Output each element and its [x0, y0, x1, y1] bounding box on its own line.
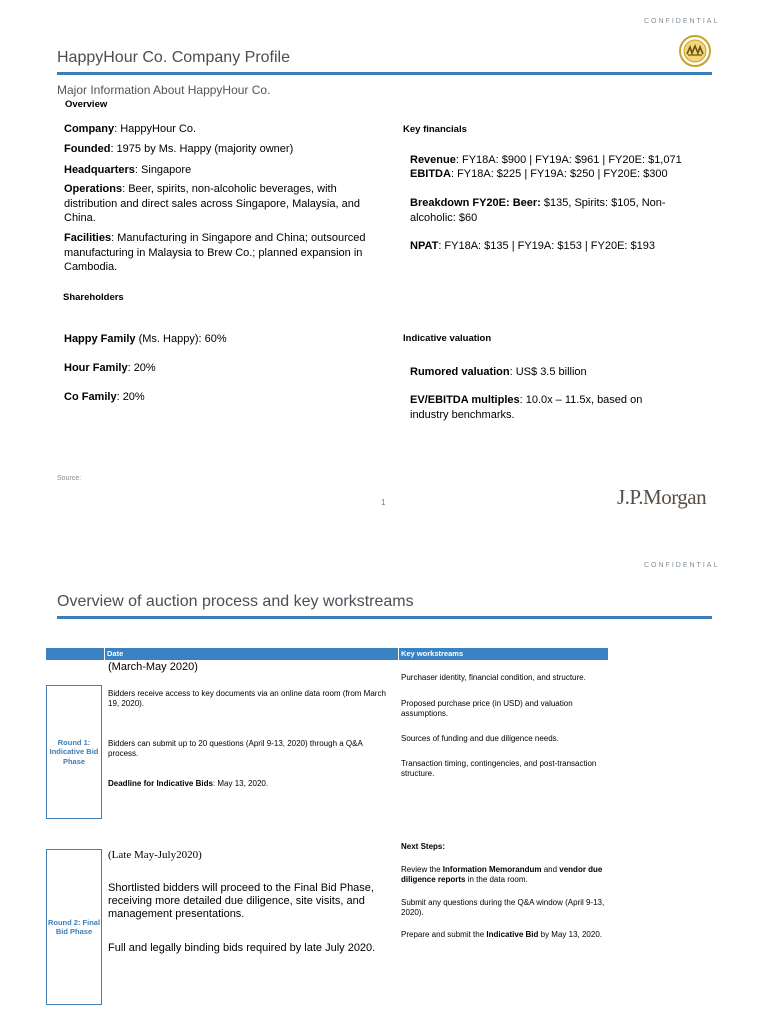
round-2-final-bids: Full and legally binding bids required by late July 2020.: [108, 942, 376, 954]
source-note: Source:: [57, 475, 82, 482]
headquarters-line: Headquarters: Singapore: [64, 164, 192, 176]
round-2-period: (Late May-July2020): [108, 849, 202, 861]
round-2-shortlist: Shortlisted bidders will proceed to the Final Bid Phase, receiving more detailed due diligence, site visits, and management presentations.: [108, 882, 374, 920]
page-number: 1: [381, 498, 386, 507]
valuation-heading: Indicative valuation: [403, 333, 492, 344]
shareholder-hour: Hour Family: 20%: [64, 362, 156, 374]
founded-line: Founded: 1975 by Ms. Happy (majority owner): [64, 143, 294, 155]
col-workstreams-header: Key workstreams: [401, 649, 464, 658]
subtitle: Major Information About HappyHour Co.: [57, 83, 271, 97]
rumored-valuation-line: Rumored valuation: US$ 3.5 billion: [410, 366, 587, 378]
shareholder-happy: Happy Family (Ms. Happy): 60%: [64, 333, 227, 345]
overview-heading: Overview: [65, 99, 108, 110]
company-logo: [678, 34, 712, 68]
next-step-item: Prepare and submit the Indicative Bid by May 13, 2020.: [401, 930, 602, 939]
key-financials-heading: Key financials: [403, 124, 467, 135]
workstream-item: Sources of funding and due diligence needs.: [401, 734, 559, 743]
header-divider: [104, 648, 105, 660]
confidential-label: CONFIDENTIAL: [644, 18, 720, 25]
round-1-data-room: Bidders receive access to key documents via an online data room (from March 19, 2020).: [108, 689, 386, 708]
shareholder-co: Co Family: 20%: [64, 391, 145, 403]
round-1-label: Round 1: Indicative Bid Phase: [46, 685, 102, 819]
facilities-line: Facilities: Manufacturing in Singapore and China; outsourced manufacturing in Malaysia to Brew Co.; planned expansion in Cambodia.: [64, 232, 366, 273]
round-2-label: Round 2: Final Bid Phase: [46, 849, 102, 1005]
next-steps-heading: Next Steps:: [401, 842, 446, 851]
company-line: Company: HappyHour Co.: [64, 123, 197, 135]
table-header: [46, 648, 608, 660]
ebitda-line: EBITDA: FY18A: $225 | FY19A: $250 | FY20E: $300: [410, 168, 668, 180]
revenue-line: Revenue: FY18A: $900 | FY19A: $961 | FY20E: $1,071: [410, 154, 682, 166]
workstream-item: Transaction timing, contingencies, and post-transaction structure.: [401, 759, 597, 778]
workstream-item: Purchaser identity, financial condition, and structure.: [401, 673, 586, 682]
next-step-item: Review the Information Memorandum and vendor due diligence reports in the data room.: [401, 865, 603, 884]
header-divider: [398, 648, 399, 660]
operations-line: Operations: Beer, spirits, non-alcoholic beverages, with distribution and direct sales across Singapore, Malaysia, and China.: [64, 183, 360, 224]
round-1-questions: Bidders can submit up to 20 questions (April 9-13, 2020) through a Q&A process.: [108, 739, 363, 758]
workstream-item: Proposed purchase price (in USD) and valuation assumptions.: [401, 699, 573, 718]
page-title-2: Overview of auction process and key workstreams: [57, 593, 414, 610]
title-rule: [57, 72, 712, 75]
next-step-item: Submit any questions during the Q&A window (April 9-13, 2020).: [401, 898, 605, 917]
jpmorgan-logo: J.P.Morgan: [617, 485, 707, 509]
round-1-deadline: Deadline for Indicative Bids: May 13, 2020.: [108, 779, 269, 788]
shareholders-heading: Shareholders: [63, 292, 124, 303]
breakdown-line: Breakdown FY20E: Beer: $135, Spirits: $105, Non-alcoholic: $60: [410, 197, 666, 224]
round-1-period: (March-May 2020): [108, 661, 198, 673]
col-date-header: Date: [107, 649, 124, 658]
title-rule-2: [57, 616, 712, 619]
npat-line: NPAT: FY18A: $135 | FY19A: $153 | FY20E: $193: [410, 240, 655, 252]
ev-ebitda-line: EV/EBITDA multiples: 10.0x – 11.5x, based on industry benchmarks.: [410, 394, 643, 421]
confidential-label-2: CONFIDENTIAL: [644, 562, 720, 569]
page-title: HappyHour Co. Company Profile: [57, 49, 290, 66]
